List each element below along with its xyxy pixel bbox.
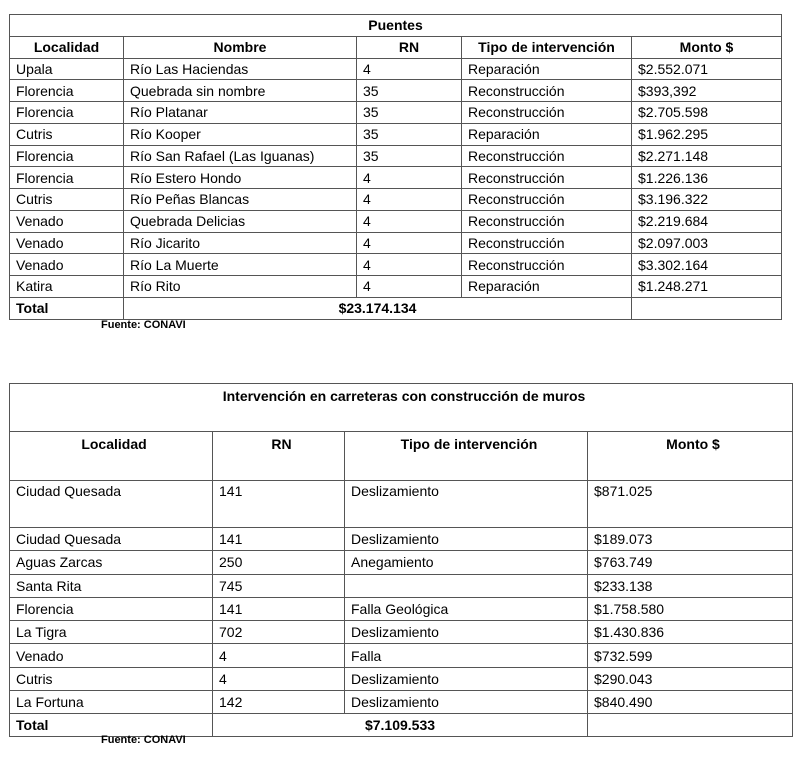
table-cell: $189.073	[588, 528, 793, 551]
table-cell: Quebrada Delicias	[124, 210, 357, 232]
table-cell: 250	[213, 551, 345, 574]
table-row	[10, 528, 793, 551]
table-cell: Santa Rita	[10, 574, 213, 597]
table-cell: Aguas Zarcas	[10, 551, 213, 574]
source-note: Fuente: CONAVI	[101, 734, 186, 746]
table-cell: $1.226.136	[632, 167, 782, 189]
total-row	[10, 297, 782, 319]
table-cell: Quebrada sin nombre	[124, 80, 357, 102]
column-header: Monto $	[632, 36, 782, 58]
table-cell: Cutris	[10, 667, 213, 690]
table-cell: Venado	[10, 644, 213, 667]
table-cell: $290.043	[588, 667, 793, 690]
table-title: Intervención en carreteras con construcción de muros	[10, 384, 793, 432]
table-cell: $233.138	[588, 574, 793, 597]
column-header: Tipo de intervención	[345, 432, 588, 481]
table-cell: $1.962.295	[632, 123, 782, 145]
table-cell: Florencia	[10, 597, 213, 620]
table-cell: Río Kooper	[124, 123, 357, 145]
table-cell: 142	[213, 691, 345, 714]
table-cell: 4	[213, 644, 345, 667]
table-cell: Venado	[10, 232, 124, 254]
column-header: Localidad	[10, 36, 124, 58]
table-row	[10, 102, 782, 124]
table-cell: Deslizamiento	[345, 528, 588, 551]
table-row	[10, 254, 782, 276]
table-cell: Deslizamiento	[345, 481, 588, 528]
table-cell: Reconstrucción	[462, 80, 632, 102]
table-cell: Florencia	[10, 145, 124, 167]
table-cell: 4	[357, 210, 462, 232]
table-cell: $2.271.148	[632, 145, 782, 167]
total-amount: $7.109.533	[213, 714, 588, 737]
table-cell: Upala	[10, 58, 124, 80]
column-header: Monto $	[588, 432, 793, 481]
total-amount: $23.174.134	[124, 297, 632, 319]
table-cell: 141	[213, 481, 345, 528]
source-note: Fuente: CONAVI	[101, 319, 186, 331]
table-cell: Río Jicarito	[124, 232, 357, 254]
table-body	[10, 481, 793, 714]
table-row	[10, 210, 782, 232]
total-label: Total	[10, 297, 124, 319]
table-row	[10, 621, 793, 644]
header-row	[10, 432, 793, 481]
table-row	[10, 667, 793, 690]
table-cell: 35	[357, 102, 462, 124]
column-header: Nombre	[124, 36, 357, 58]
table-cell: $840.490	[588, 691, 793, 714]
table-cell: Falla	[345, 644, 588, 667]
table-cell: Venado	[10, 210, 124, 232]
column-header: RN	[213, 432, 345, 481]
table-row	[10, 167, 782, 189]
table-cell: Río San Rafael (Las Iguanas)	[124, 145, 357, 167]
table-cell: Río Rito	[124, 276, 357, 298]
bridges-table	[9, 14, 782, 320]
table-row	[10, 145, 782, 167]
table-cell: $3.302.164	[632, 254, 782, 276]
table-row	[10, 232, 782, 254]
table-cell: $2.097.003	[632, 232, 782, 254]
table-cell: Reparación	[462, 58, 632, 80]
table-cell: Río Estero Hondo	[124, 167, 357, 189]
table-cell: Reconstrucción	[462, 102, 632, 124]
table-cell: Florencia	[10, 167, 124, 189]
column-header: Localidad	[10, 432, 213, 481]
table-cell: $1.758.580	[588, 597, 793, 620]
table-cell: Deslizamiento	[345, 667, 588, 690]
table-cell: $393,392	[632, 80, 782, 102]
table-row	[10, 189, 782, 211]
table-cell: Falla Geológica	[345, 597, 588, 620]
table-cell: Reparación	[462, 123, 632, 145]
table-cell: Anegamiento	[345, 551, 588, 574]
table-cell: $763.749	[588, 551, 793, 574]
table-cell: Deslizamiento	[345, 621, 588, 644]
retaining-walls-table	[9, 383, 793, 737]
table-title: Puentes	[10, 15, 782, 37]
table-cell: $1.248.271	[632, 276, 782, 298]
table-row	[10, 58, 782, 80]
table-cell: 745	[213, 574, 345, 597]
table-cell: Florencia	[10, 102, 124, 124]
table-cell: Cutris	[10, 123, 124, 145]
table-cell: Deslizamiento	[345, 691, 588, 714]
table-cell: Ciudad Quesada	[10, 481, 213, 528]
table-cell: Reconstrucción	[462, 210, 632, 232]
table-cell: Cutris	[10, 189, 124, 211]
table-row	[10, 691, 793, 714]
table-row	[10, 574, 793, 597]
table-cell: 35	[357, 80, 462, 102]
table-cell: 4	[357, 232, 462, 254]
table-cell: $2.219.684	[632, 210, 782, 232]
table-cell: Reparación	[462, 276, 632, 298]
table-cell: Reconstrucción	[462, 189, 632, 211]
table-cell: 4	[357, 167, 462, 189]
table-cell	[345, 574, 588, 597]
table-row	[10, 80, 782, 102]
table-row	[10, 481, 793, 528]
table-cell: 4	[357, 276, 462, 298]
table-cell: Reconstrucción	[462, 254, 632, 276]
table-cell: Reconstrucción	[462, 167, 632, 189]
table-cell: $1.430.836	[588, 621, 793, 644]
empty-cell	[588, 714, 793, 737]
table-cell: Venado	[10, 254, 124, 276]
table-cell: 141	[213, 528, 345, 551]
table-cell: 35	[357, 123, 462, 145]
table-cell: $732.599	[588, 644, 793, 667]
table-row	[10, 644, 793, 667]
table-cell: 4	[357, 189, 462, 211]
table-cell: 4	[213, 667, 345, 690]
table-cell: $2.552.071	[632, 58, 782, 80]
header-row	[10, 36, 782, 58]
table-cell: Río Peñas Blancas	[124, 189, 357, 211]
table-cell: 35	[357, 145, 462, 167]
table-cell: Río Platanar	[124, 102, 357, 124]
table-cell: $3.196.322	[632, 189, 782, 211]
table-cell: $871.025	[588, 481, 793, 528]
table-row	[10, 597, 793, 620]
table-row	[10, 551, 793, 574]
table-cell: Reconstrucción	[462, 145, 632, 167]
column-header: Tipo de intervención	[462, 36, 632, 58]
table-cell: La Fortuna	[10, 691, 213, 714]
total-label: Total	[10, 714, 213, 737]
table-cell: $2.705.598	[632, 102, 782, 124]
table-row	[10, 123, 782, 145]
table-cell: Río La Muerte	[124, 254, 357, 276]
table-cell: Katira	[10, 276, 124, 298]
table-cell: Reconstrucción	[462, 232, 632, 254]
table-cell: Ciudad Quesada	[10, 528, 213, 551]
table-cell: 4	[357, 58, 462, 80]
table-cell: 4	[357, 254, 462, 276]
table-cell: Florencia	[10, 80, 124, 102]
table-cell: 702	[213, 621, 345, 644]
table-row	[10, 276, 782, 298]
table-cell: La Tigra	[10, 621, 213, 644]
empty-cell	[632, 297, 782, 319]
table-body	[10, 58, 782, 297]
table-cell: 141	[213, 597, 345, 620]
column-header: RN	[357, 36, 462, 58]
table-cell: Río Las Haciendas	[124, 58, 357, 80]
